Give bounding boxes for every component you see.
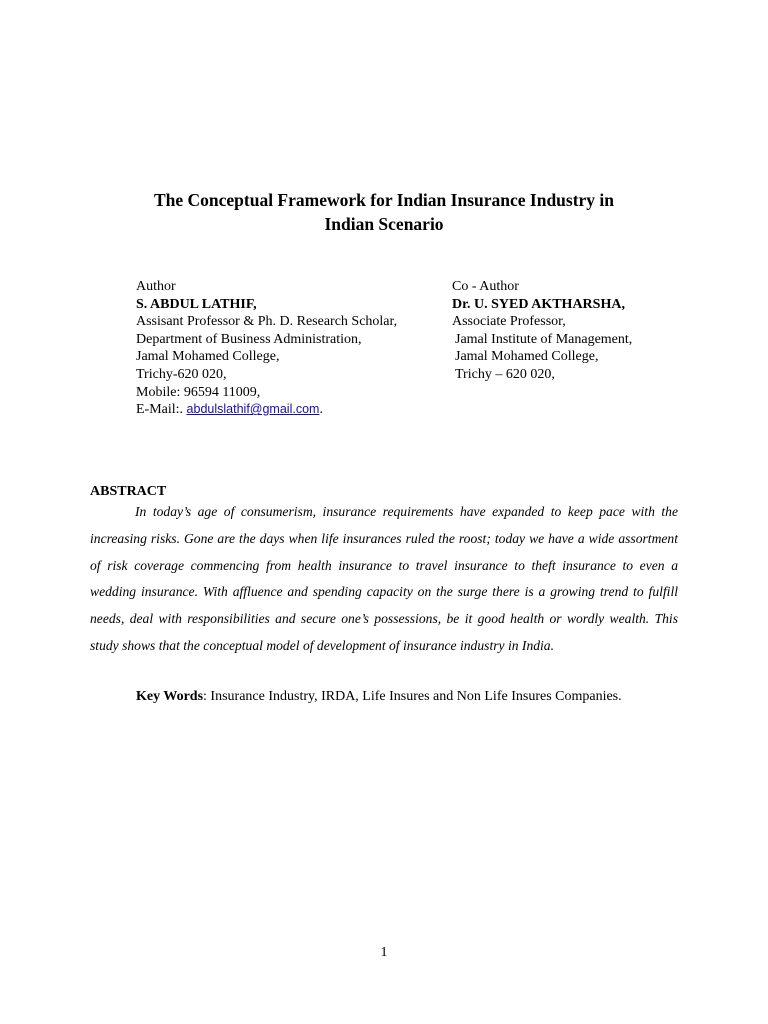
- author-name: S. ABDUL LATHIF,: [136, 296, 257, 312]
- author-email-label: E-Mail:.: [136, 402, 184, 418]
- coauthor-role: Co - Author: [452, 279, 519, 294]
- author-block: [136, 278, 397, 419]
- author-city: Trichy-620 020,: [136, 366, 227, 382]
- title-line-1: The Conceptual Framework for Indian Insurance Industry in: [153, 190, 615, 210]
- author-email-link[interactable]: abdulslathif@gmail.com: [186, 402, 320, 417]
- keywords-line: [136, 687, 622, 707]
- coauthor-position: Associate Professor,: [452, 314, 566, 330]
- author-institution: Jamal Mohamed College,: [136, 349, 280, 365]
- coauthor-city: Trichy – 620 020,: [455, 366, 555, 382]
- coauthor-institution: Jamal Mohamed College,: [455, 349, 599, 365]
- keywords-label: Key Words: [136, 689, 204, 704]
- coauthor-name: Dr. U. SYED AKTHARSHA,: [452, 296, 625, 312]
- paper-title: [90, 188, 678, 236]
- author-position: Assisant Professor & Ph. D. Research Scholar,: [136, 314, 398, 330]
- coauthor-block: [452, 278, 632, 384]
- abstract-heading: ABSTRACT: [90, 484, 167, 499]
- author-email-line: [136, 401, 397, 419]
- author-email-suffix: .: [319, 402, 323, 418]
- page-number: 1: [380, 945, 388, 960]
- author-mobile: Mobile: 96594 11009,: [136, 384, 261, 400]
- author-department: Department of Business Administration,: [136, 331, 362, 347]
- coauthor-department: Jamal Institute of Management,: [455, 331, 633, 347]
- abstract-text: In today’s age of consumerism, insurance requirements have expanded to keep pace with the increasing risks. Gone are the days when life insurances ruled the roost; today we have a wide assortment of risk coverage commencing from health insurance to travel insurance to theft insurance to even a wedding insurance. With affluence and spending capacity on the surge there is a growing trend to fulfill needs, deal with responsibilities and secure one’s possessions, be it good health or wordly wealth. This study shows that the conceptual model of development of insurance industry in India.: [90, 504, 678, 653]
- author-role: Author: [136, 279, 176, 294]
- title-line-2: Indian Scenario: [324, 214, 444, 234]
- keywords-text: : Insurance Industry, IRDA, Life Insures and Non Life Insures Companies.: [203, 689, 622, 704]
